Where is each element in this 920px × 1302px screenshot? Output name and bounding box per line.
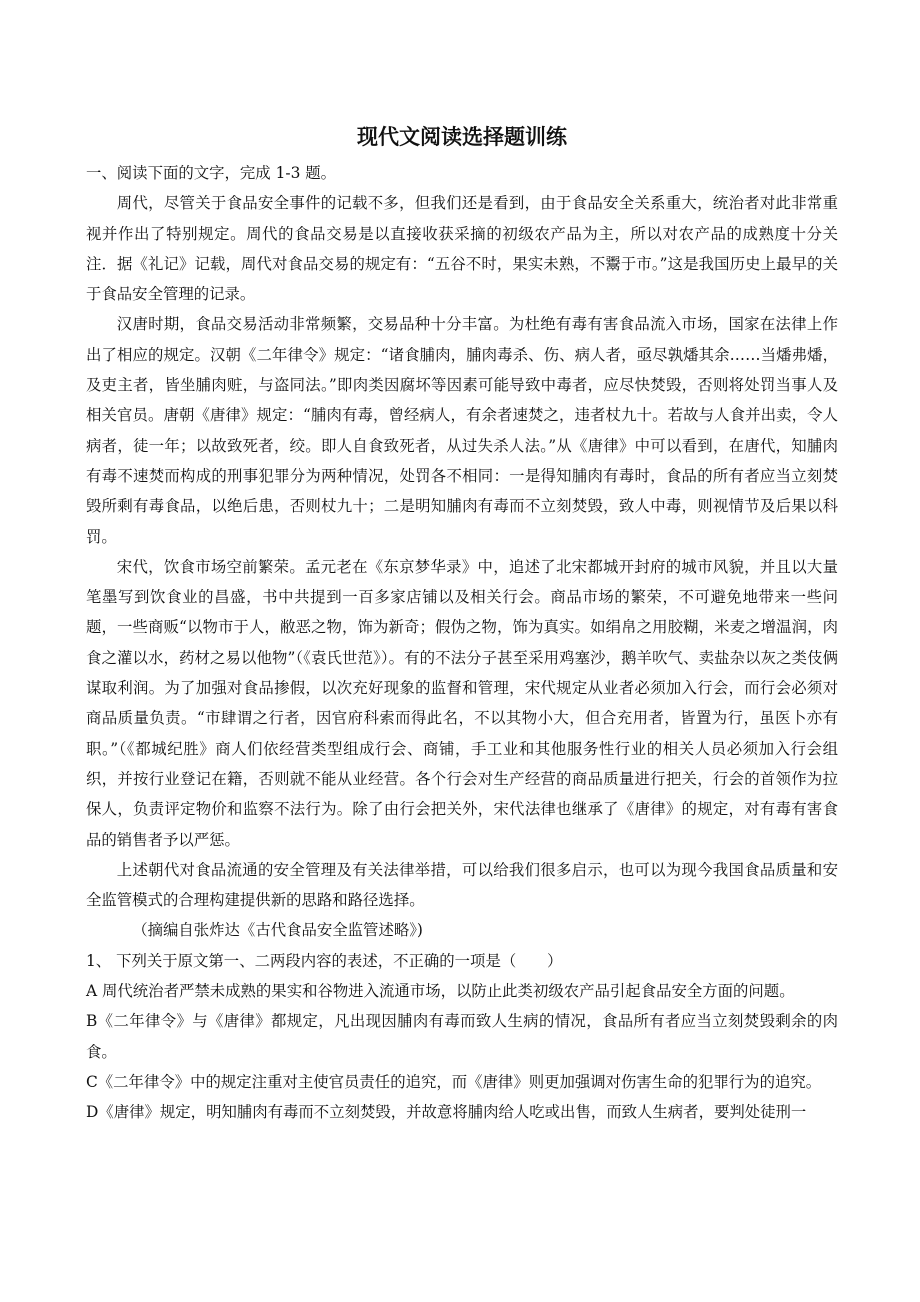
passage-paragraph-2: 汉唐时期，食品交易活动非常频繁，交易品种十分丰富。为杜绝有毒有害食品流入市场，国家在法律上作出了相应的规定。汉朝《二年律令》规定：“诸食脯肉，脯肉毒杀、伤、病人者，亟尽孰燔其余……当燔弗燔，及吏主者，皆坐脯肉赃，与盗同法。”即肉类因腐坏等因素可能导致中毒者，应尽快焚毁，否则将处罚当事人及相关官员。唐朝《唐律》规定：“脯肉有毒，曾经病人，有余者速焚之，违者杖九十。若故与人食并出卖，令人病者，徒一年；以故致死者，绞。即人自食致死者，从过失杀人法。”从《唐律》中可以看到，在唐代，知脯肉有毒不速焚而构成的刑事犯罪分为两种情况，处罚各不相同：一是得知脯肉有毒时，食品的所有者应当立刻焚毁所剩有毒食品，以绝后患，否则杖九十；二是明知脯肉有毒而不立刻焚毁，致人中毒，则视情节及后果以科罚。 xyxy=(86,315,838,546)
document-title: 现代文阅读选择题训练 xyxy=(357,125,567,149)
passage-paragraph-3: 宋代，饮食市场空前繁荣。孟元老在《东京梦华录》中，追述了北宋都城开封府的城市风貌，并且以大量笔墨写到饮食业的昌盛，书中共提到一百多家店铺以及相关行会。商品市场的繁荣，不可避免地带来一些问题，一些商贩“以物市于人，敝恶之物，饰为新奇；假伪之物，饰为真实。如绢帛之用胶糊，米麦之增温润，肉食之灌以水，药材之易以他物”（《袁氏世范》）。有的不法分子甚至采用鸡塞沙，鹅羊吹气、卖盐杂以灰之类伎俩谋取利润。为了加强对食品掺假，以次充好现象的监督和管理，宋代规定从业者必须加入行会，而行会必须对商品质量负责。“市肆谓之行者，因官府科索而得此名，不以其物小大，但合充用者，皆置为行，虽医卜亦有职。”（《都城纪胜》商人们依经营类型组成行会、商铺，手工业和其他服务性行业的相关人员必须加入行会组织，并按行业登记在籍，否则就不能从业经营。各个行会对生产经营的商品质量进行把关，行会的首领作为拉保人，负责评定物价和监察不法行为。除了由行会把关外，宋代法律也继承了《唐律》的规定，对有毒有害食品的销售者予以严惩。 xyxy=(86,557,838,849)
question-stem: 1、 下列关于原文第一、二两段内容的表述，不正确的一项是（ ） xyxy=(86,951,563,970)
question-option-c: C《二年律令》中的规定注重对主使官员责任的追究，而《唐律》则更加强调对伤害生命的犯罪行为的追究。 xyxy=(86,1072,822,1091)
reading-instruction: 一、阅读下面的文字，完成 1-3 题。 xyxy=(86,164,337,182)
passage-paragraph-1: 周代，尽管关于食品安全事件的记载不多，但我们还是看到，由于食品安全关系重大，统治者对此非常重视并作出了特别规定。周代的食品交易是以直接收获采摘的初级农产品为主，所以对农产品的成熟度十分关注．据《礼记》记载，周代对食品交易的规定有：“五谷不时，果实未熟，不鬻于市。”这是我国历史上最早的关于食品安全管理的记录。 xyxy=(86,194,838,304)
document-page xyxy=(86,120,838,1128)
passage-paragraph-4: 上述朝代对食品流通的安全管理及有关法律举措，可以给我们很多启示，也可以为现今我国食品质量和安全监管模式的合理构建提供新的思路和路径选择。 xyxy=(86,860,838,910)
passage-source: （摘编自张炸达《古代食品安全监管述略》) xyxy=(132,921,423,940)
question-option-b: B《二年律令》与《唐律》都规定，凡出现因脯肉有毒而致人生病的情况，食品所有者应当立刻焚毁剩余的肉食。 xyxy=(86,1012,838,1061)
question-option-d: D《唐律》规定，明知脯肉有毒而不立刻焚毁，并故意将脯肉给人吃或出售，而致人生病者，要判处徒刑一 xyxy=(86,1103,807,1122)
question-option-a: A 周代统治者严禁未成熟的果实和谷物进入流通市场，以防止此类初级农产品引起食品安全方面的问题。 xyxy=(86,982,795,1001)
